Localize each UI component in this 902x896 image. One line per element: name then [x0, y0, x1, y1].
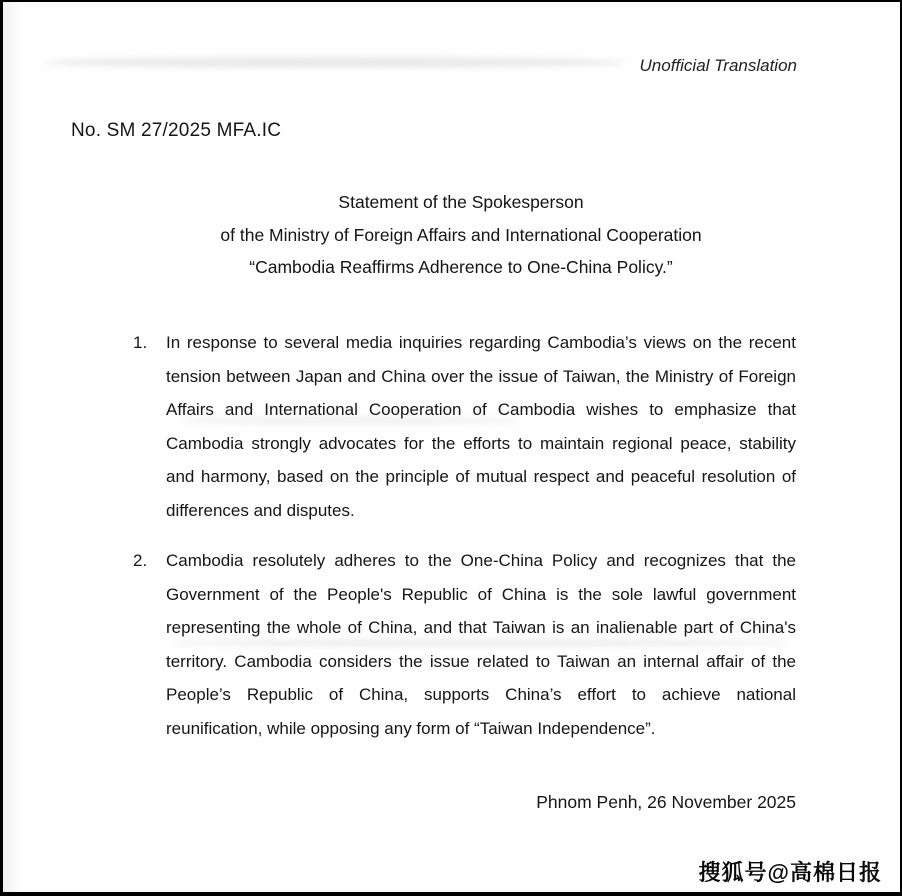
- dateline: Phnom Penh, 26 November 2025: [536, 792, 796, 812]
- paragraph-1-text: In response to several media inquiries regarding Cambodia’s views on the recent tension between Japan and China over the issue of Taiwan, the Ministry of Foreign Affairs and International Cooperation of Cambodia wishes to emphasize that Cambodia strongly advocates for the efforts to maintain regional peace, stability and harmony, based on the principle of mutual respect and peaceful resolution of differences and disputes.: [166, 333, 796, 520]
- reference-number: No. SM 27/2025 MFA.IC: [71, 120, 282, 141]
- paragraph-2: [133, 544, 796, 745]
- unofficial-translation-label: Unofficial Translation: [639, 56, 797, 75]
- title-line-2: of the Ministry of Foreign Affairs and International Cooperation: [220, 224, 702, 245]
- sohu-watermark: 搜狐号@高棉日报: [698, 860, 882, 885]
- paragraph-1-number: 1.: [133, 333, 148, 352]
- title-line-3: “Cambodia Reaffirms Adherence to One-China Policy.”: [249, 257, 673, 277]
- title-line-1: Statement of the Spokesperson: [338, 192, 584, 212]
- scan-smudge: [45, 57, 625, 68]
- paragraph-2-text: Cambodia resolutely adheres to the One-China Policy and recognizes that the Government of the People's Republic of China is the sole lawful government representing the whole of China, and that Taiwan is an inalienable part of China's territory. Cambodia considers the issue related to Taiwan an internal affair of the People’s Republic of China, supports China’s effort to achieve national reunification, while opposing any form of “Taiwan Independence”.: [166, 551, 796, 738]
- statement-title: [20, 186, 902, 284]
- paragraph-2-number: 2.: [133, 551, 148, 570]
- scan-edge-shading: [3, 0, 21, 896]
- paragraph-1: [133, 326, 796, 527]
